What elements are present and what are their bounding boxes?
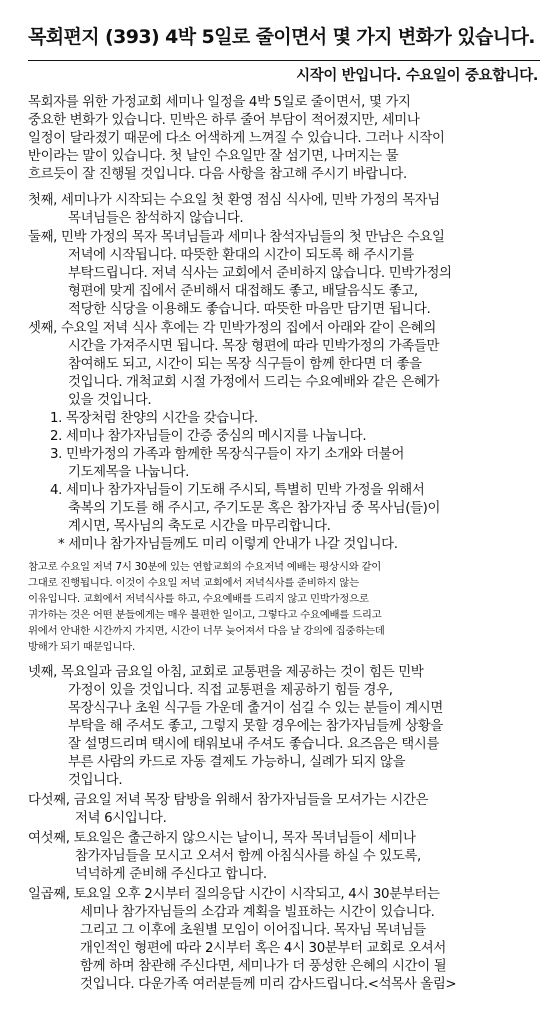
intro-line: 흐르듯이 잘 진행될 것입니다. 다음 사항을 참고해 주시기 바랍니다.	[28, 167, 407, 182]
step-item: 축복의 기도를 해 주시고, 주기도문 혹은 참가자님 중 목사님(들)이	[68, 501, 441, 516]
item-second-line: 형편에 맞게 집에서 준비해서 대접해도 좋고, 배달음식도 좋고,	[68, 284, 418, 299]
item-second-line: 둘째, 민박 가정의 목자 목녀님들과 세미나 참석자님들의 첫 만남은 수요일	[28, 230, 445, 245]
step-item: 2. 세미나 참가자님들이 간증 중심의 메시지를 나눕니다.	[50, 429, 367, 444]
item-fifth-line: 저녁 6시입니다.	[75, 811, 167, 826]
item-third-line: 시간을 가져주시면 됩니다. 목장 형편에 따라 민박가정의 가족들만	[68, 339, 440, 354]
item-third-line: 것입니다. 개척교회 시절 가정에서 드리는 수요예배와 같은 은혜가	[68, 375, 440, 390]
item-sixth-line: 넉넉하게 준비해 주신다고 합니다.	[75, 867, 267, 882]
item-seventh-line: 것입니다. 다운가족 여러분들께 미리 감사드립니다.<석목사 올림>	[80, 977, 457, 992]
note-line: 방해가 되기 때문입니다.	[28, 641, 136, 653]
step-item: 3. 민박가정의 가족과 함께한 목장식구들이 자기 소개와 더불어	[50, 447, 405, 462]
item-seventh-line: 그리고 그 이후에 초원별 모임이 이어집니다. 목자님 목녀님들	[80, 923, 426, 938]
note-line: 이유입니다. 교회에서 저녁식사를 하고, 수요예배를 드리지 않고 민박가정으로	[28, 593, 369, 605]
item-sixth-line: 여섯째, 토요일은 출근하지 않으시는 날이니, 목자 목녀님들이 세미나	[28, 831, 416, 846]
intro-line: 반이라는 말이 있습니다. 첫 날인 수요일만 잘 섬기면, 나머지는 물	[28, 149, 399, 164]
item-sixth-line: 참가자님들을 모시고 오셔서 함께 아침식사를 하실 수 있도록,	[75, 849, 421, 864]
letter-title: 목회편지 (393) 4박 5일로 줄이면서 몇 가지 변화가 있습니다.	[28, 26, 535, 48]
item-third-line: 셋째, 수요일 저녁 식사 후에는 각 민박가정의 집에서 아래와 같이 은혜의	[28, 321, 436, 336]
item-second-line: 부탁드립니다. 저녁 식사는 교회에서 준비하지 않습니다. 민박가정의	[68, 266, 452, 281]
step-item: 1. 목장처럼 찬양의 시간을 갖습니다.	[50, 411, 258, 426]
item-fourth-line: 목장식구나 초원 식구들 가운데 출거이 섬길 수 있는 분들이 계시면	[68, 701, 443, 716]
item-fourth-line: 넷째, 목요일과 금요일 아침, 교회로 교통편을 제공하는 것이 힘든 민박	[28, 665, 424, 680]
item-fourth-line: 부른 사람의 카드로 자동 결제도 가능하니, 실례가 되지 않을	[68, 755, 406, 770]
intro-line: 일정이 달라졌기 때문에 다소 어색하게 느껴질 수 있습니다. 그러나 시작이	[28, 131, 445, 146]
item-seventh-line: 개인적인 형편에 따라 2시부터 혹은 4시 30분부터 교회로 오셔서	[80, 941, 446, 956]
item-fifth-line: 다섯째, 금요일 저녁 목장 탐방을 위해서 참가자님들을 모셔가는 시간은	[28, 793, 429, 808]
item-seventh-line: 함께 하며 참관해 주신다면, 세미나가 더 풍성한 은혜의 시간이 될	[80, 959, 447, 974]
note-line: 그대로 진행됩니다. 이것이 수요일 저녁 교회에서 저녁식사를 준비하지 않는	[28, 577, 359, 589]
title-divider	[28, 60, 540, 61]
step-item: 계시면, 목사님의 축도로 시간을 마무리합니다.	[68, 519, 331, 534]
item-seventh-line: 일곱째, 토요일 오후 2시부터 질의응답 시간이 시작되고, 4시 30분부터는	[28, 887, 440, 902]
item-fourth-line: 가정이 있을 것입니다. 직접 교통편을 제공하기 힘들 경우,	[68, 683, 393, 698]
item-first-line: 첫째, 세미나가 시작되는 수요일 첫 환영 점심 식사에, 민박 가정의 목자님	[28, 193, 440, 208]
item-third-line: 있을 것입니다.	[68, 393, 152, 408]
item-fourth-line: 부탁을 해 주셔도 좋고, 그렇지 못할 경우에는 참가자님들께 상황을	[68, 719, 443, 734]
item-second-line: 저녁에 시작됩니다. 따뜻한 환대의 시간이 되도록 해 주시기를	[68, 248, 414, 263]
step-item: 기도제목을 나눕니다.	[68, 465, 190, 480]
item-seventh-line: 세미나 참가자님들의 소감과 계획을 빌표하는 시간이 있습니다.	[80, 905, 435, 920]
item-third-line: 참여해도 되고, 시간이 되는 목장 식구들이 함께 한다면 더 좋을	[68, 357, 422, 372]
intro-line: 목회자를 위한 가정교회 세미나 일정을 4박 5일로 줄이면서, 몇 가지	[28, 95, 411, 110]
intro-line: 중요한 변화가 있습니다. 민박은 하루 줄어 부담이 적어졌지만, 세미나	[28, 113, 420, 128]
item-first-line: 목녀님들은 참석하지 않습니다.	[68, 211, 244, 226]
note-line: 귀가하는 것은 어떤 분들에게는 매우 불편한 일이고, 그렇다고 수요예배를 드리고	[28, 609, 382, 621]
letter-subtitle: 시작이 반입니다. 수요일이 중요합니다.	[296, 68, 538, 84]
note-line: 위에서 안내한 시간까지 가지면, 시간이 너무 늦어져서 다음 날 강의에 집중하는데	[28, 625, 385, 637]
step-note: * 세미나 참가자님들께도 미리 이렇게 안내가 나갈 것입니다.	[58, 537, 398, 552]
note-line: 참고로 수요일 저녁 7시 30분에 있는 연합교회의 수요저녁 예배는 평상시와 같이	[28, 561, 382, 573]
step-item: 4. 세미나 참가자님들이 기도해 주시되, 특별히 민박 가정을 위해서	[50, 483, 425, 498]
item-fourth-line: 잘 설명드리며 택시에 태워보내 주셔도 좋습니다. 요즈음은 택시를	[68, 737, 440, 752]
item-second-line: 적당한 식당을 이용해도 좋습니다. 따뜻한 마음만 담기면 됩니다.	[68, 302, 431, 317]
item-fourth-line: 것입니다.	[68, 773, 123, 788]
